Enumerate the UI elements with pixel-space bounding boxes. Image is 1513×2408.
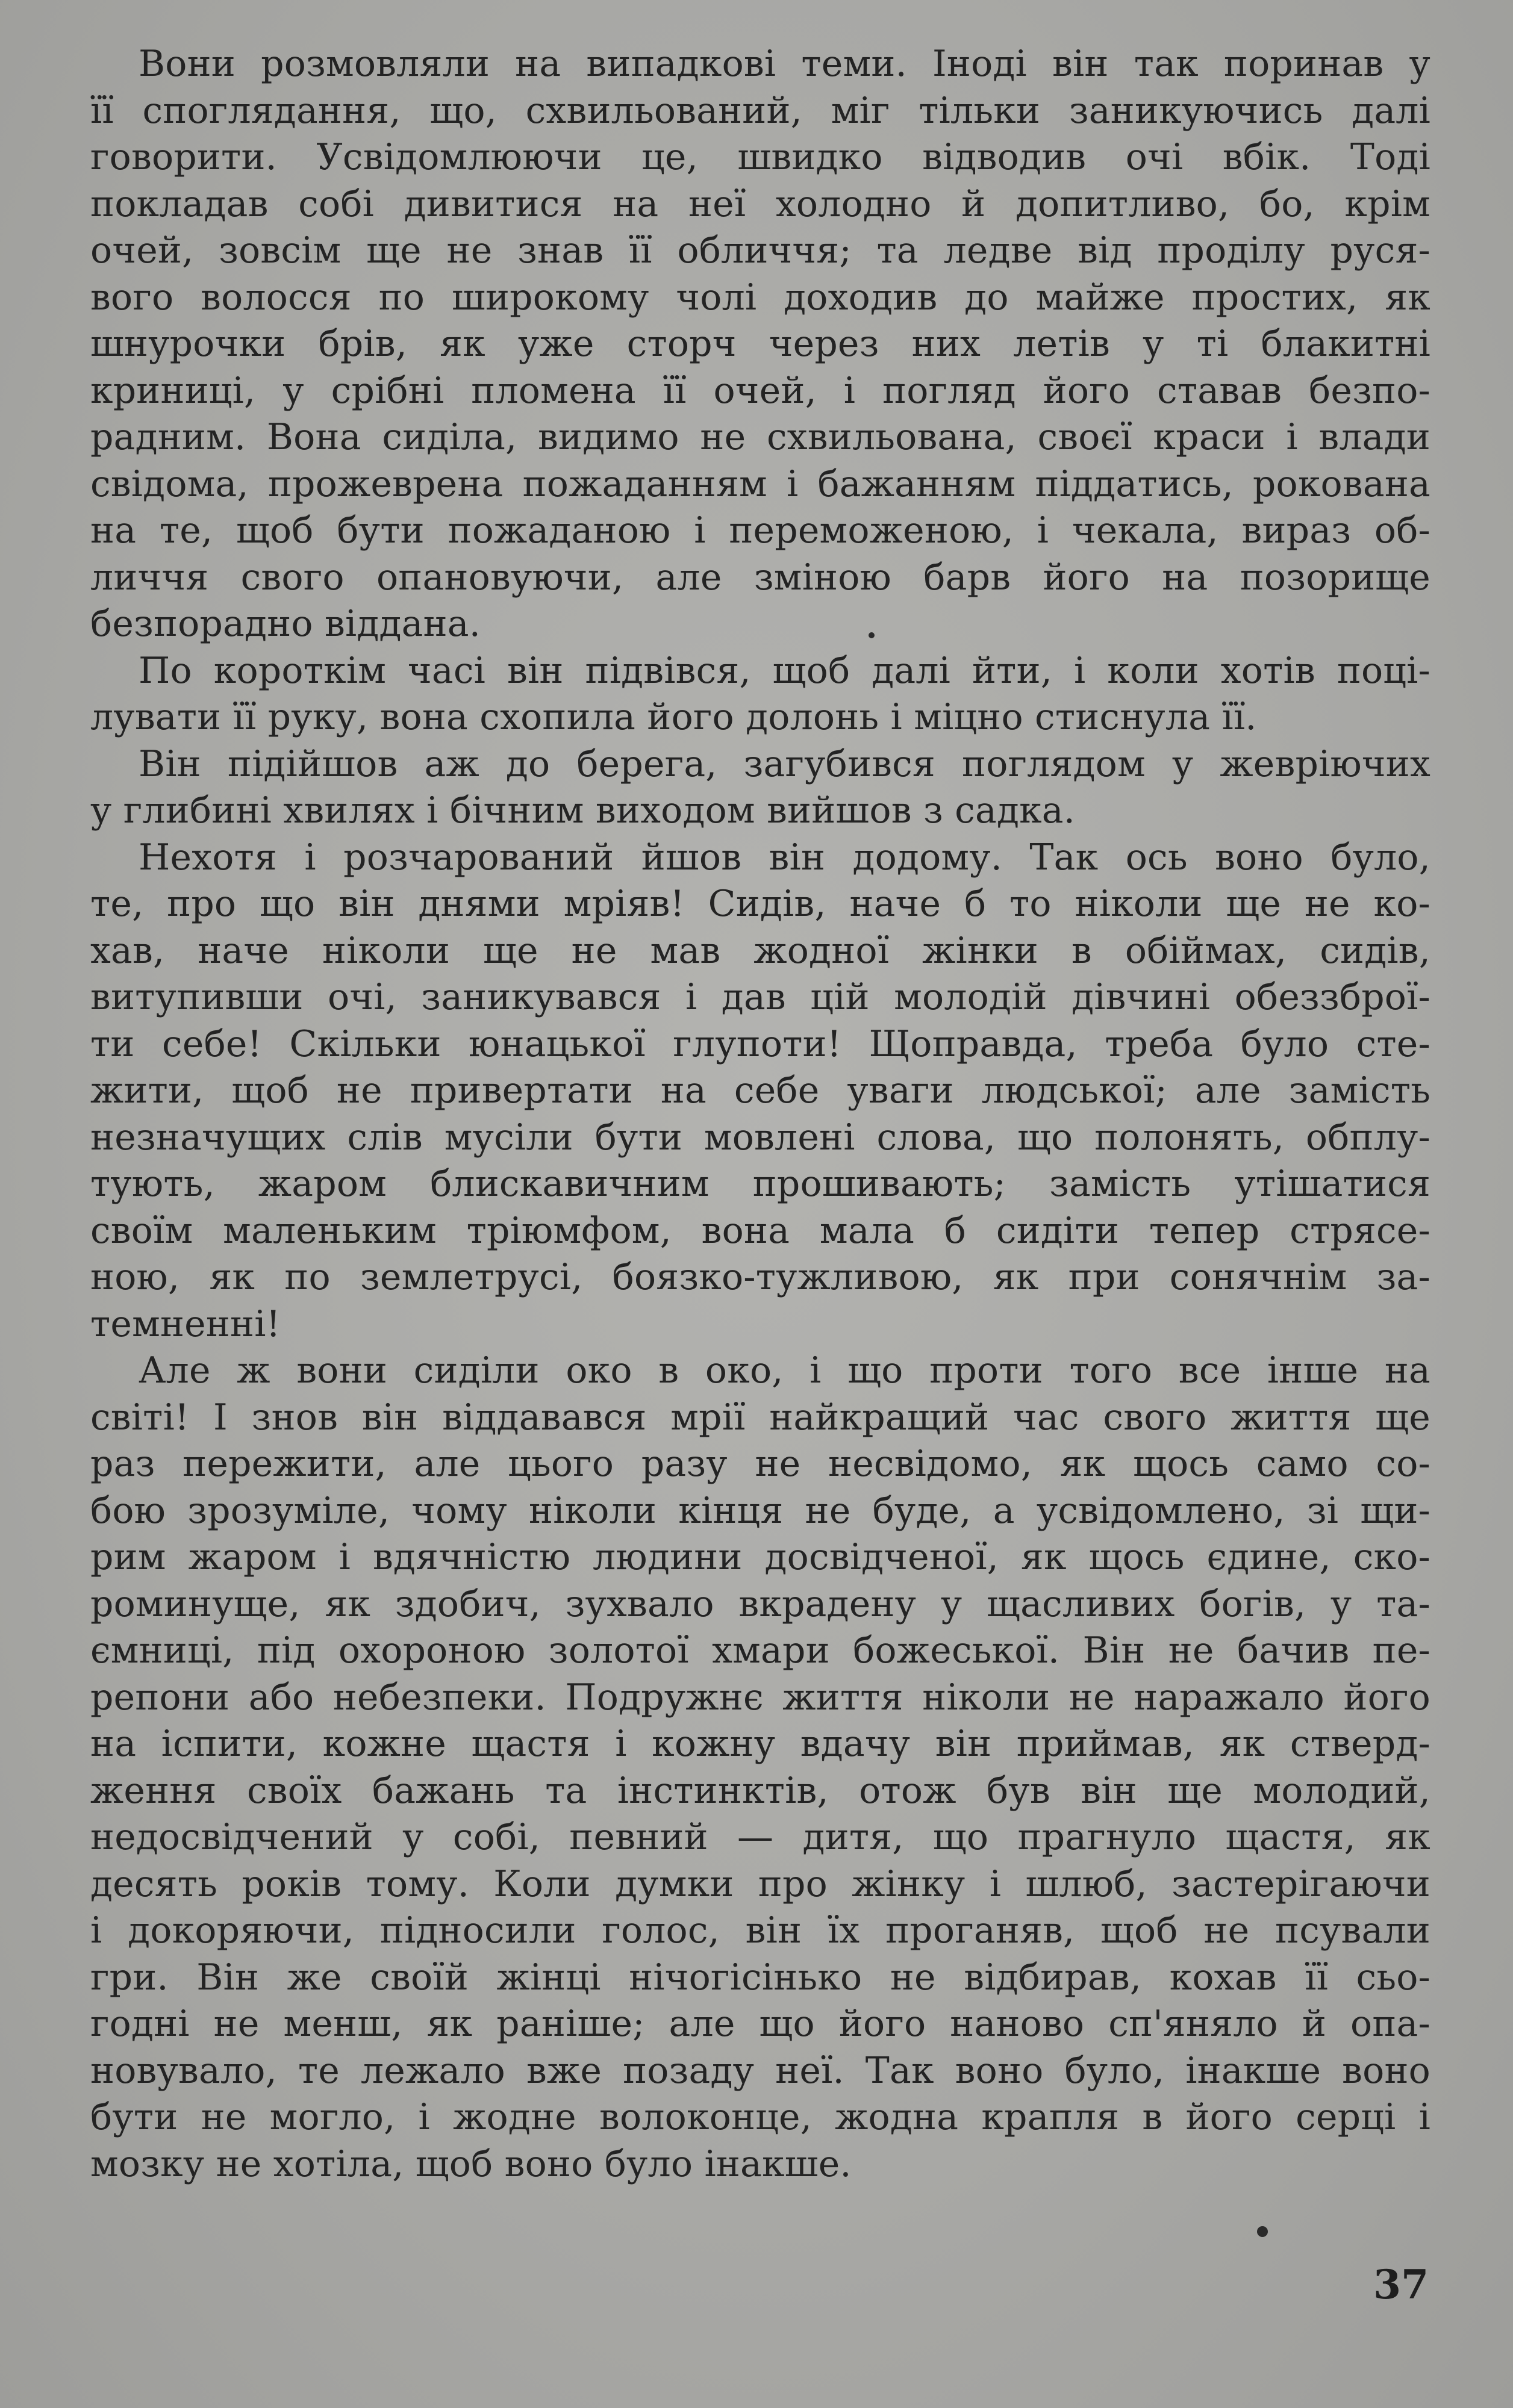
page-text xyxy=(90,41,1430,2188)
text-line: тують, жаром блискавичним прошивають; замість утішатися xyxy=(90,1163,1430,1205)
text-line: хав, наче ніколи ще не мав жодної жінки в обіймах, сидів, xyxy=(90,929,1430,972)
text-line: вого волосся по широкому чолі доходив до майже простих, як xyxy=(90,276,1430,319)
text-line: Він підійшов аж до берега, загубився поглядом у жевріючих xyxy=(139,742,1430,785)
paragraph xyxy=(90,648,1430,741)
text-line: криниці, у срібні пломена її очей, і погляд його ставав безпо- xyxy=(90,369,1430,412)
text-line: новувало, те лежало вже позаду неї. Так воно було, інакше воно xyxy=(90,2049,1430,2092)
text-line: ємниці, під охороною золотої хмари божеської. Він не бачив пе- xyxy=(90,1629,1430,1672)
print-speck xyxy=(869,632,875,638)
text-line: репони або небезпеки. Подружнє життя ніколи не наражало його xyxy=(90,1676,1430,1719)
text-line: мозку не хотіла, щоб воно було інакше. xyxy=(90,2142,852,2185)
paragraph xyxy=(90,835,1430,1348)
text-line: незначущих слів мусіли бути мовлені слова, що полонять, обплу- xyxy=(90,1116,1430,1159)
text-line: свідома, прожеврена пожаданням і бажанням піддатись, рокована xyxy=(90,462,1430,505)
text-line: Нехотя і розчарований йшов він додому. Так ось воно було, xyxy=(139,836,1430,879)
paragraph xyxy=(90,741,1430,835)
text-line: бою зрозуміле, чому ніколи кінця не буде, а усвідомлено, зі щи- xyxy=(90,1489,1430,1532)
text-line: роминуще, як здобич, зухвало вкрадену у щасливих богів, у та- xyxy=(90,1582,1430,1625)
text-line: на іспити, кожне щастя і кожну вдачу він приймав, як стверд- xyxy=(90,1723,1430,1765)
text-line: витупивши очі, заникувався і дав цій молодій дівчині обеззброї- xyxy=(90,976,1430,1018)
text-line: десять років тому. Коли думки про жінку і шлюб, застерігаючи xyxy=(90,1862,1430,1905)
text-line: Але ж вони сиділи око в око, і що проти того все інше на xyxy=(139,1349,1430,1392)
page-number: 37 xyxy=(1373,2261,1429,2308)
text-line: безпорадно віддана. xyxy=(90,603,481,645)
text-line: покладав собі дивитися на неї холодно й допитливо, бо, крім xyxy=(90,182,1430,225)
text-line: її споглядання, що, схвильований, міг тільки заникуючись далі xyxy=(90,89,1430,132)
paragraph xyxy=(90,1348,1430,2188)
text-line: радним. Вона сиділа, видимо не схвильована, своєї краси і влади xyxy=(90,416,1430,458)
text-line: гри. Він же своїй жінці нічогісінько не відбирав, кохав її сьо- xyxy=(90,1956,1430,1999)
text-line: ти себе! Скільки юнацької глупоти! Щоправда, треба було сте- xyxy=(90,1022,1430,1065)
text-line: темненні! xyxy=(90,1302,281,1345)
text-line: лувати її руку, вона схопила його долонь і міцно стиснула її. xyxy=(90,696,1257,738)
text-line: те, про що він днями мріяв! Сидів, наче б то ніколи ще не ко- xyxy=(90,883,1430,925)
text-line: своїм маленьким тріюмфом, вона мала б сидіти тепер стрясе- xyxy=(90,1209,1430,1252)
text-line: рим жаром і вдячністю людини досвідченої, як щось єдине, ско- xyxy=(90,1536,1430,1578)
text-line: шнурочки брів, як уже сторч через них летів у ті блакитні xyxy=(90,323,1430,365)
text-line: ною, як по землетрусі, боязко-тужливою, як при сонячнім за- xyxy=(90,1256,1430,1298)
text-line: жити, щоб не привертати на себе уваги людської; але замість xyxy=(90,1069,1430,1112)
text-line: ження своїх бажань та інстинктів, отож був він ще молодий, xyxy=(90,1769,1430,1812)
text-line: і докоряючи, підносили голос, він їх проганяв, щоб не псували xyxy=(90,1909,1430,1952)
text-line: Вони розмовляли на випадкові теми. Іноді він так поринав у xyxy=(139,43,1430,85)
text-line: годні не менш, як раніше; але що його наново сп'яняло й опа- xyxy=(90,2003,1430,2045)
text-line: личчя свого опановуючи, але зміною барв його на позорище xyxy=(90,556,1430,599)
text-line: недосвідчений у собі, певний — дитя, що прагнуло щастя, як xyxy=(90,1816,1430,1858)
text-line: у глибині хвилях і бічним виходом вийшов з садка. xyxy=(90,789,1076,832)
text-line: По короткім часі він підвівся, щоб далі йти, і коли хотів поці- xyxy=(139,649,1430,692)
text-line: очей, зовсім ще не знав її обличчя; та ледве від проділу руся- xyxy=(90,229,1430,272)
print-speck xyxy=(1257,2226,1268,2237)
paragraph xyxy=(90,41,1430,648)
text-line: на те, щоб бути пожаданою і переможеною, і чекала, вираз об- xyxy=(90,509,1430,552)
text-line: бути не могло, і жодне волоконце, жодна крапля в його серці і xyxy=(90,2096,1430,2138)
text-line: світі! І знов він віддавався мрії найкращий час свого життя ще xyxy=(90,1396,1430,1439)
text-line: раз пережити, але цього разу не несвідомо, як щось само со- xyxy=(90,1443,1430,1485)
text-line: говорити. Усвідомлюючи це, швидко відводив очі вбік. Тоді xyxy=(90,136,1430,178)
